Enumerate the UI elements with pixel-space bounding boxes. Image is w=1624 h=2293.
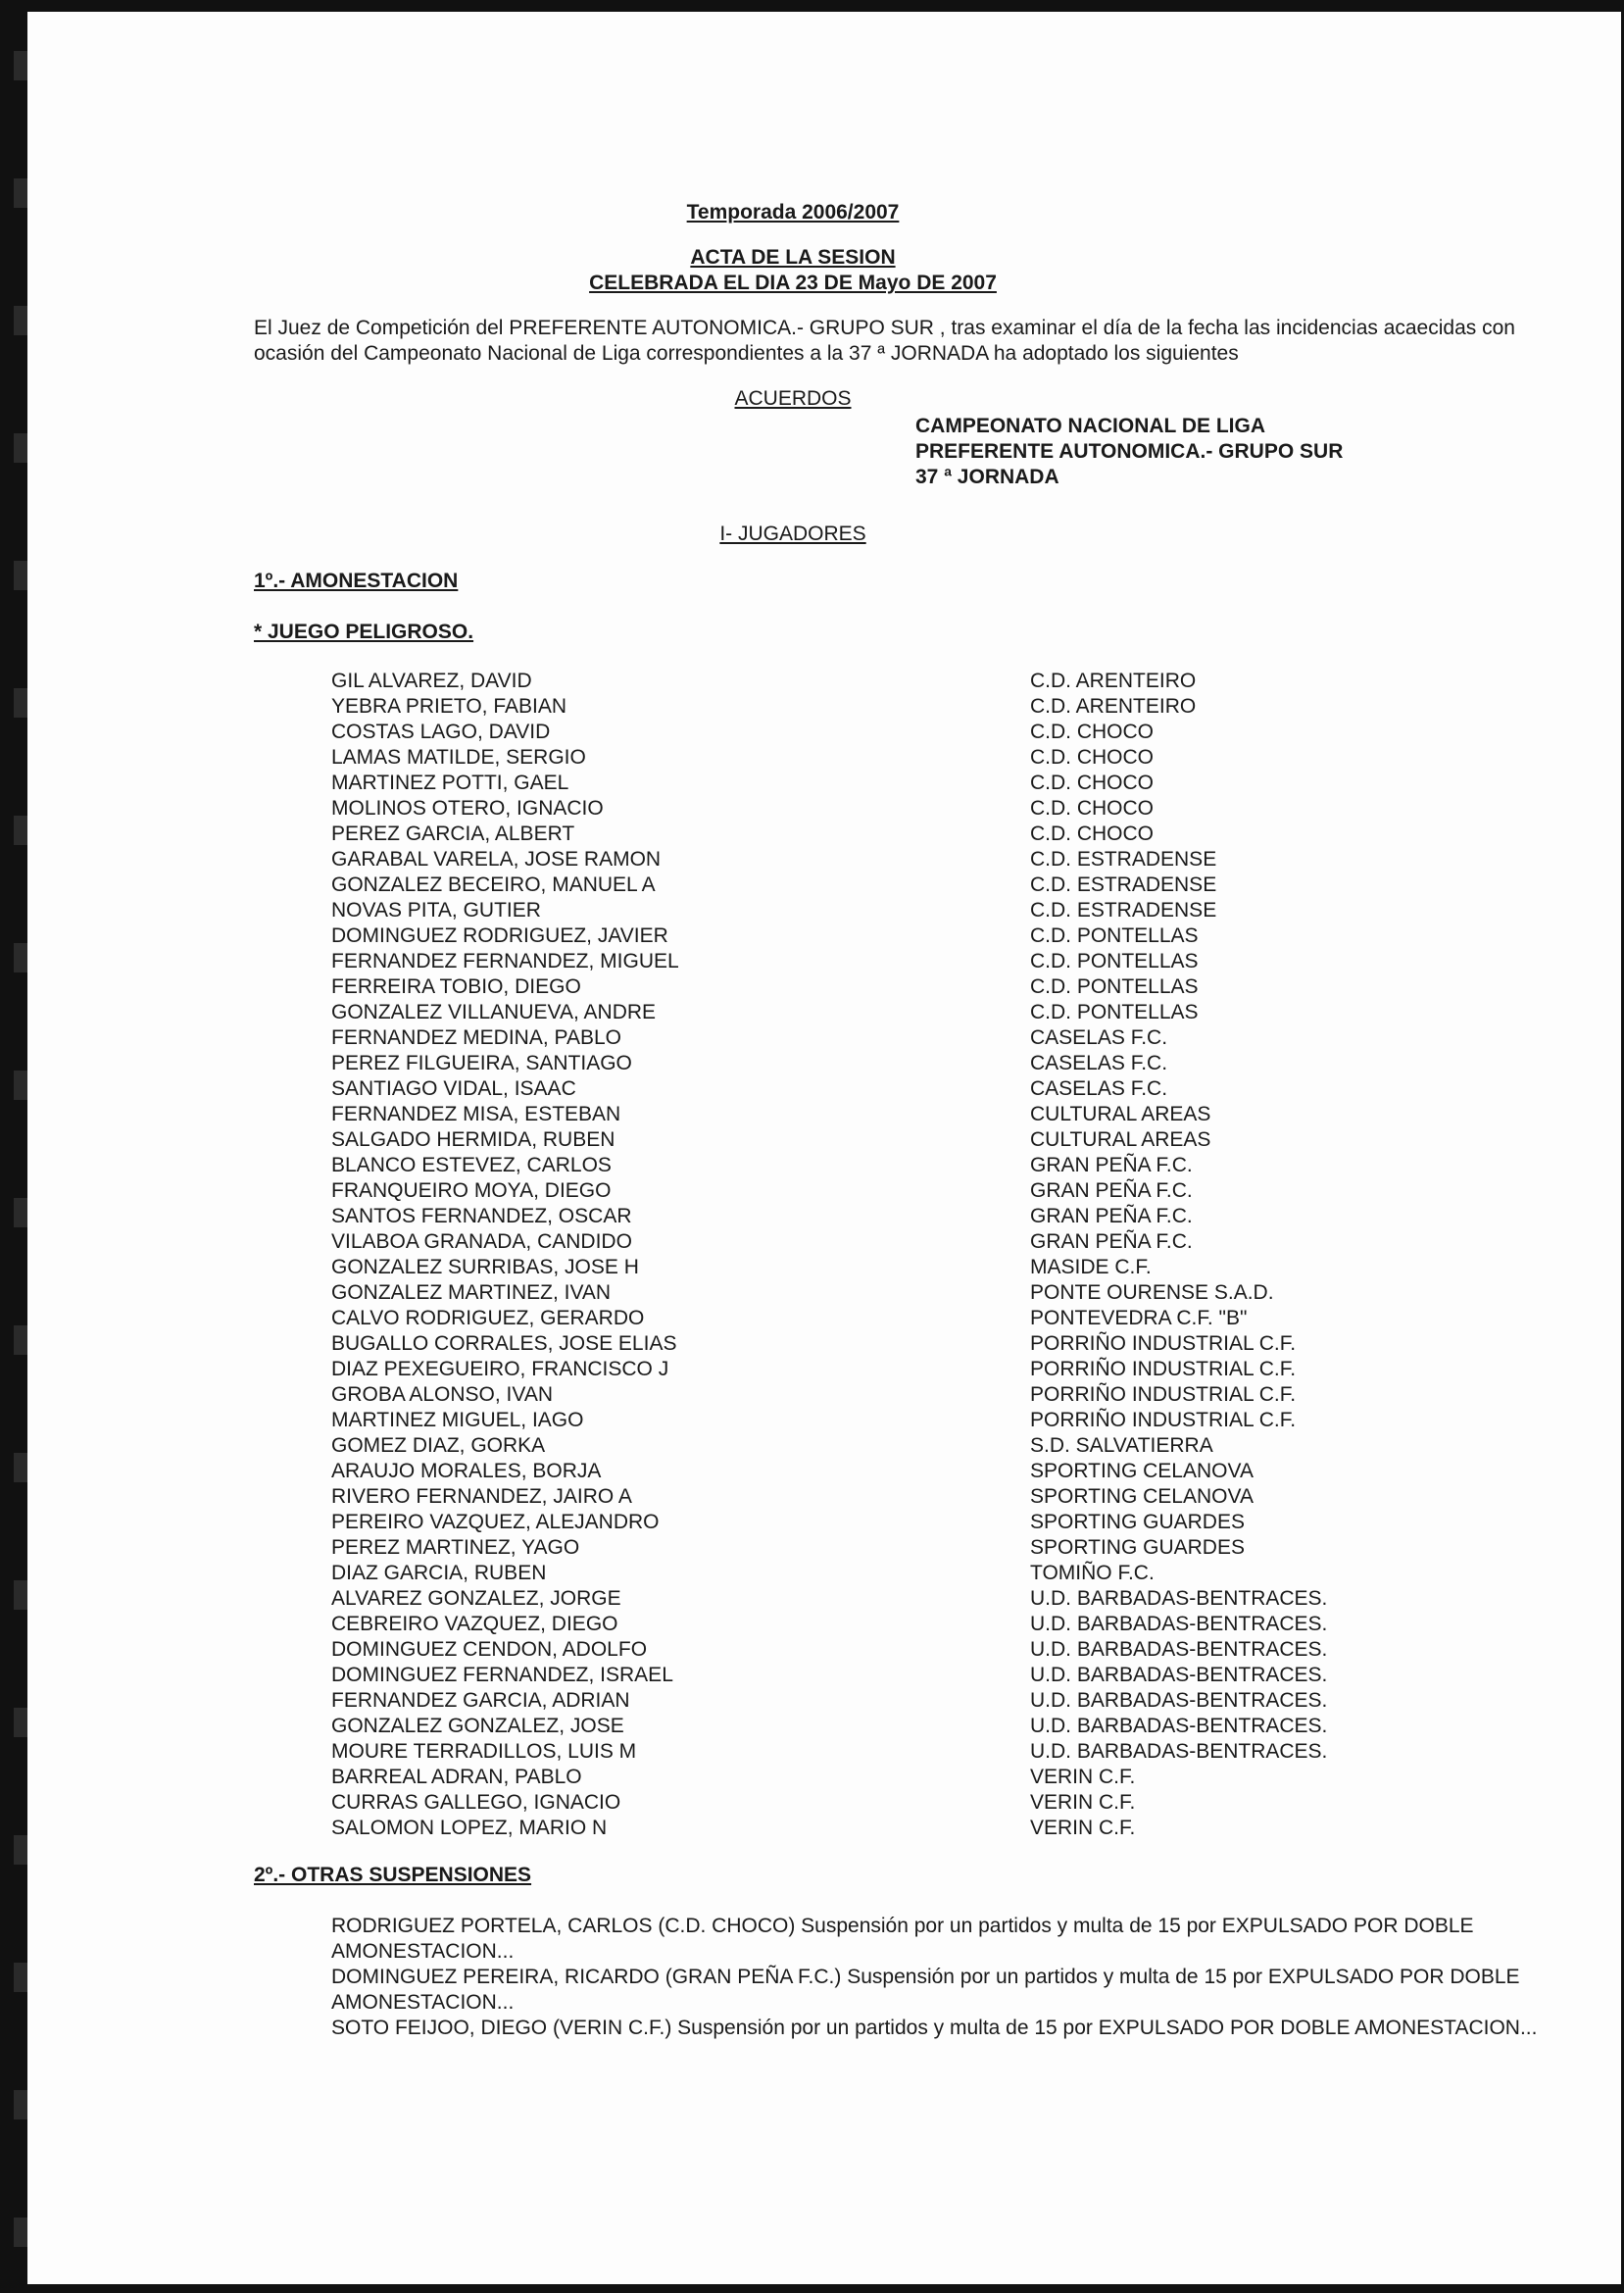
player-row [331,745,1442,771]
player-name: GOMEZ DIAZ, GORKA [331,1434,546,1457]
player-row [331,1000,1442,1025]
player-name: DOMINGUEZ CENDON, ADOLFO [331,1638,648,1661]
acta-title: ACTA DE LA SESION [690,246,896,269]
player-club: C.D. PONTELLAS [1030,1001,1199,1023]
season-title: Temporada 2006/2007 [686,201,900,224]
player-club: U.D. BARBADAS-BENTRACES. [1030,1613,1328,1635]
player-club: U.D. BARBADAS-BENTRACES. [1030,1664,1328,1686]
player-club: TOMIÑO F.C. [1030,1562,1155,1584]
document-body [254,188,1538,2041]
player-row [331,1255,1442,1280]
player-name: FERNANDEZ MISA, ESTEBAN [331,1103,621,1125]
player-name: GONZALEZ BECEIRO, MANUEL A [331,873,656,896]
player-name: GARABAL VARELA, JOSE RAMON [331,848,662,871]
player-club: CULTURAL AREAS [1030,1103,1211,1125]
player-club: U.D. BARBADAS-BENTRACES. [1030,1740,1328,1763]
player-row [331,898,1442,923]
player-club: U.D. BARBADAS-BENTRACES. [1030,1689,1328,1712]
player-name: SALGADO HERMIDA, RUBEN [331,1128,615,1151]
otras-item: RODRIGUEZ PORTELA, CARLOS (C.D. CHOCO) Suspensión por un partidos y multa de 15 por EXPULSADO POR DOBLE AMONESTACION... [331,1915,1474,1963]
juego-peligroso-heading: * JUEGO PELIGROSO. [254,621,474,643]
player-club: CASELAS F.C. [1030,1077,1168,1100]
player-row [331,1433,1442,1459]
player-club: VERIN C.F. [1030,1817,1136,1839]
player-row [331,1178,1442,1204]
player-club: C.D. PONTELLAS [1030,975,1199,998]
player-row [331,1331,1442,1357]
player-row [331,1280,1442,1306]
player-club: VERIN C.F. [1030,1766,1136,1788]
player-row [331,1459,1442,1484]
competition-line-3: 37 ª JORNADA [915,466,1059,488]
player-club: C.D. CHOCO [1030,721,1154,743]
player-row [331,796,1442,822]
intro-paragraph: El Juez de Competición del PREFERENTE AUTONOMICA.- GRUPO SUR , tras examinar el día de la fecha las incidencias acaecidas con ocasión del Campeonato Nacional de Liga correspondientes a la 37 ª JORNADA ha adoptado los siguientes [254,317,1515,365]
player-name: DOMINGUEZ FERNANDEZ, ISRAEL [331,1664,673,1686]
player-name: ARAUJO MORALES, BORJA [331,1460,602,1482]
player-club: C.D. PONTELLAS [1030,950,1199,972]
player-row [331,1535,1442,1561]
player-club: GRAN PEÑA F.C. [1030,1230,1193,1253]
player-name: CEBREIRO VAZQUEZ, DIEGO [331,1613,618,1635]
player-name: DIAZ GARCIA, RUBEN [331,1562,547,1584]
player-name: FERNANDEZ MEDINA, PABLO [331,1026,621,1049]
player-name: FERNANDEZ FERNANDEZ, MIGUEL [331,950,679,972]
torn-left-edge [14,12,27,2284]
player-club: CULTURAL AREAS [1030,1128,1211,1151]
player-name: LAMAS MATILDE, SERGIO [331,746,586,769]
player-club: PONTE OURENSE S.A.D. [1030,1281,1274,1304]
player-row [331,1051,1442,1076]
player-row [331,1357,1442,1382]
player-name: PEREZ MARTINEZ, YAGO [331,1536,580,1559]
player-club: C.D. PONTELLAS [1030,924,1199,947]
player-name: GROBA ALONSO, IVAN [331,1383,554,1406]
player-name: MOURE TERRADILLOS, LUIS M [331,1740,637,1763]
player-name: GONZALEZ GONZALEZ, JOSE [331,1715,624,1737]
player-row [331,1127,1442,1153]
player-row [331,1561,1442,1586]
player-name: BARREAL ADRAN, PABLO [331,1766,582,1788]
player-row [331,1229,1442,1255]
player-name: RIVERO FERNANDEZ, JAIRO A [331,1485,632,1508]
player-row [331,1688,1442,1714]
player-name: SANTOS FERNANDEZ, OSCAR [331,1205,632,1227]
player-row [331,949,1442,974]
competition-block [915,414,1538,490]
section-title: I- JUGADORES [719,523,866,545]
player-name: BUGALLO CORRALES, JOSE ELIAS [331,1332,677,1355]
player-club: S.D. SALVATIERRA [1030,1434,1213,1457]
player-name: ALVAREZ GONZALEZ, JORGE [331,1587,621,1610]
player-row [331,822,1442,847]
player-club: U.D. BARBADAS-BENTRACES. [1030,1638,1328,1661]
player-row [331,1739,1442,1765]
player-row [331,1663,1442,1688]
player-row [331,1765,1442,1790]
player-name: VILABOA GRANADA, CANDIDO [331,1230,632,1253]
player-club: SPORTING GUARDES [1030,1536,1245,1559]
player-club: SPORTING CELANOVA [1030,1460,1254,1482]
player-name: CURRAS GALLEGO, IGNACIO [331,1791,621,1814]
player-row [331,1306,1442,1331]
player-row [331,1153,1442,1178]
player-row [331,1637,1442,1663]
player-club: GRAN PEÑA F.C. [1030,1179,1193,1202]
competition-line-2: PREFERENTE AUTONOMICA.- GRUPO SUR [915,440,1344,463]
players-table [331,669,1442,1841]
player-club: C.D. CHOCO [1030,746,1154,769]
player-row [331,1484,1442,1510]
player-name: GONZALEZ VILLANUEVA, ANDRE [331,1001,657,1023]
player-name: MARTINEZ POTTI, GAEL [331,772,569,794]
player-club: U.D. BARBADAS-BENTRACES. [1030,1587,1328,1610]
player-name: FERREIRA TOBIO, DIEGO [331,975,581,998]
player-club: PORRIÑO INDUSTRIAL C.F. [1030,1332,1297,1355]
player-name: MARTINEZ MIGUEL, IAGO [331,1409,584,1431]
player-club: PORRIÑO INDUSTRIAL C.F. [1030,1358,1297,1380]
player-row [331,1790,1442,1816]
player-name: YEBRA PRIETO, FABIAN [331,695,567,718]
player-row [331,1714,1442,1739]
player-row [331,720,1442,745]
player-row [331,1586,1442,1612]
otras-heading: 2º.- OTRAS SUSPENSIONES [254,1864,532,1886]
player-row [331,1382,1442,1408]
player-name: DOMINGUEZ RODRIGUEZ, JAVIER [331,924,668,947]
player-name: NOVAS PITA, GUTIER [331,899,541,922]
player-row [331,1408,1442,1433]
player-club: SPORTING GUARDES [1030,1511,1245,1533]
player-name: COSTAS LAGO, DAVID [331,721,551,743]
player-row [331,1076,1442,1102]
player-row [331,694,1442,720]
player-name: FRANQUEIRO MOYA, DIEGO [331,1179,612,1202]
acuerdos-heading: ACUERDOS [734,387,852,410]
player-club: C.D. CHOCO [1030,797,1154,820]
player-name: CALVO RODRIGUEZ, GERARDO [331,1307,645,1329]
player-club: U.D. BARBADAS-BENTRACES. [1030,1715,1328,1737]
player-name: PEREZ FILGUEIRA, SANTIAGO [331,1052,632,1074]
otras-item: DOMINGUEZ PEREIRA, RICARDO (GRAN PEÑA F.C.) Suspensión por un partidos y multa de 15 por EXPULSADO POR DOBLE AMONESTACION... [331,1966,1520,2014]
player-name: BLANCO ESTEVEZ, CARLOS [331,1154,612,1176]
player-row [331,1510,1442,1535]
player-row [331,923,1442,949]
player-name: PEREIRO VAZQUEZ, ALEJANDRO [331,1511,660,1533]
player-club: GRAN PEÑA F.C. [1030,1205,1193,1227]
player-club: PORRIÑO INDUSTRIAL C.F. [1030,1383,1297,1406]
player-club: C.D. ESTRADENSE [1030,848,1217,871]
otras-item: SOTO FEIJOO, DIEGO (VERIN C.F.) Suspensión por un partidos y multa de 15 por EXPULSADO POR DOBLE AMONESTACION... [331,2017,1538,2039]
player-row [331,872,1442,898]
player-row [331,847,1442,872]
player-club: PONTEVEDRA C.F. "B" [1030,1307,1248,1329]
player-club: C.D. CHOCO [1030,772,1154,794]
amonestacion-heading: 1º.- AMONESTACION [254,570,459,592]
player-club: GRAN PEÑA F.C. [1030,1154,1193,1176]
player-name: PEREZ GARCIA, ALBERT [331,822,575,845]
player-club: VERIN C.F. [1030,1791,1136,1814]
player-row [331,974,1442,1000]
player-name: DIAZ PEXEGUEIRO, FRANCISCO J [331,1358,669,1380]
player-row [331,1204,1442,1229]
acta-heading [254,245,1332,296]
player-club: CASELAS F.C. [1030,1026,1168,1049]
player-row [331,1612,1442,1637]
document-page [14,12,1621,2284]
player-name: SALOMON LOPEZ, MARIO N [331,1817,608,1839]
player-row [331,771,1442,796]
player-name: GONZALEZ SURRIBAS, JOSE H [331,1256,639,1278]
player-club: PORRIÑO INDUSTRIAL C.F. [1030,1409,1297,1431]
player-club: C.D. CHOCO [1030,822,1154,845]
player-club: SPORTING CELANOVA [1030,1485,1254,1508]
player-club: C.D. ARENTEIRO [1030,670,1197,692]
player-name: SANTIAGO VIDAL, ISAAC [331,1077,576,1100]
player-club: C.D. ESTRADENSE [1030,899,1217,922]
player-row [331,1816,1442,1841]
otras-list [331,1914,1547,2041]
player-club: MASIDE C.F. [1030,1256,1152,1278]
player-row [331,669,1442,694]
player-name: GONZALEZ MARTINEZ, IVAN [331,1281,612,1304]
player-name: FERNANDEZ GARCIA, ADRIAN [331,1689,630,1712]
competition-line-1: CAMPEONATO NACIONAL DE LIGA [915,415,1266,437]
player-club: CASELAS F.C. [1030,1052,1168,1074]
player-row [331,1025,1442,1051]
acta-date: CELEBRADA EL DIA 23 DE Mayo DE 2007 [589,272,997,294]
player-club: C.D. ESTRADENSE [1030,873,1217,896]
player-name: MOLINOS OTERO, IGNACIO [331,797,604,820]
player-club: C.D. ARENTEIRO [1030,695,1197,718]
player-row [331,1102,1442,1127]
player-name: GIL ALVAREZ, DAVID [331,670,532,692]
